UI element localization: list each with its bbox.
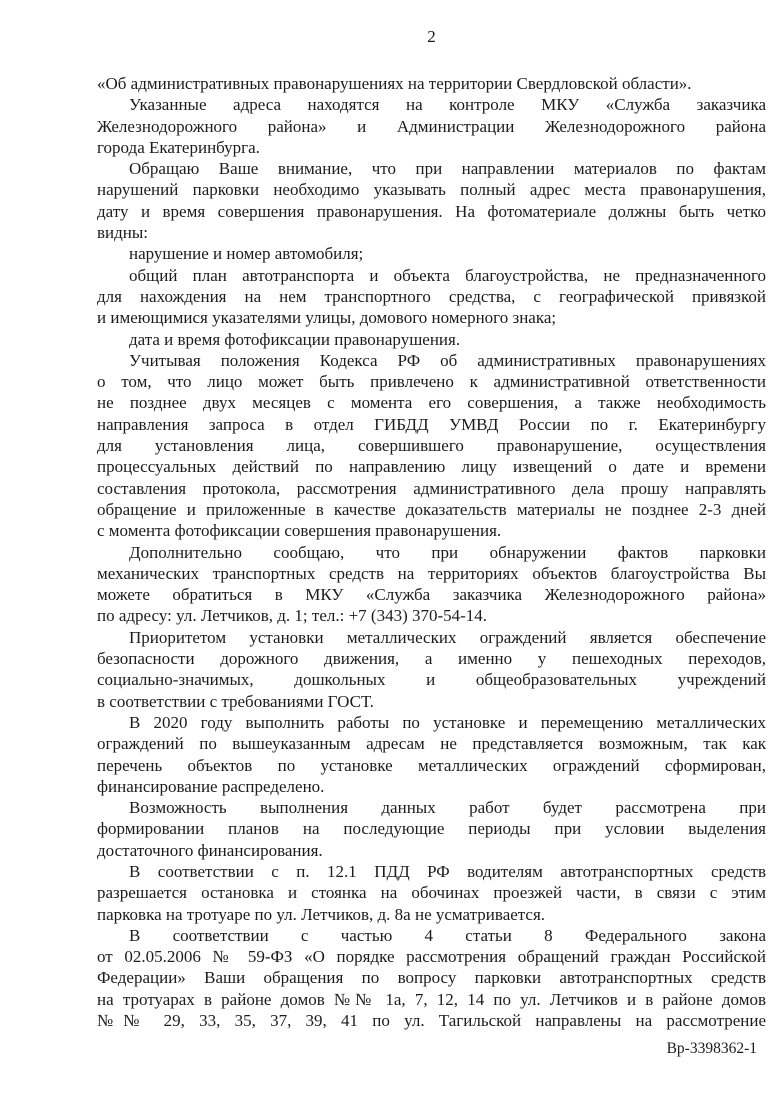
text-line: «Об административных правонарушениях на территории Свердловской области». <box>97 74 692 93</box>
registration-code: Вр-3398362-1 <box>666 1040 757 1057</box>
text-line: перечень объектов по установке металлических ограждений сформирован, <box>97 755 766 775</box>
text-line: города Екатеринбурга. <box>97 137 260 157</box>
text-line: видны: <box>97 223 149 243</box>
text-line: Приоритетом установки металлических ограждений является обеспечение <box>129 627 766 647</box>
text-line: достаточного финансирования. <box>97 840 323 860</box>
text-line: №№ 29, 33, 35, 37, 39, 41 по ул. Тагильской направлены на рассмотрение <box>97 1011 766 1031</box>
text-line: В 2020 году выполнить работы по установке и перемещению металлических <box>129 712 766 732</box>
text-line: Дополнительно сообщаю, что при обнаружении фактов парковки <box>129 542 766 562</box>
text-line: с момента фотофиксации совершения правонарушения. <box>97 521 502 541</box>
text-line: Указанные адреса находятся на контроле МКУ «Служба заказчика <box>129 95 766 115</box>
text-line: формировании планов на последующие периоды при условии выделения <box>97 819 766 839</box>
text-line: Возможность выполнения данных работ будет рассмотрена при <box>129 798 766 818</box>
text-line: дата и время фотофиксации правонарушения. <box>129 329 461 349</box>
text-line: безопасности дорожного движения, а именно у пешеходных переходов, <box>97 649 766 669</box>
text-line: В соответствии с частью 4 статьи 8 Федерального закона <box>129 925 766 945</box>
text-line: на тротуарах в районе домов №№ 1а, 7, 12, 14 по ул. Летчиков и в районе домов <box>97 989 766 1009</box>
text-line: Федерации» Ваши обращения по вопросу парковки автотранспортных средств <box>97 968 766 988</box>
text-line: финансирование распределено. <box>97 776 325 796</box>
text-line: по адресу: ул. Летчиков, д. 1; тел.: +7 (343) 370-54-14. <box>97 606 488 626</box>
text-line: обращение и приложенные в качестве доказательств материалы не позднее 2-3 дней <box>97 499 766 519</box>
text-line: и имеющимися указателями улицы, домового номерного знака; <box>97 308 557 328</box>
text-line: В соответствии с п. 12.1 ПДД РФ водителям автотранспортных средств <box>129 861 766 881</box>
page-number: 2 <box>427 27 436 46</box>
text-line: разрешается остановка и стоянка на обочинах проезжей части, в связи с этим <box>97 883 766 903</box>
text-line: Обращаю Ваше внимание, что при направлении материалов по фактам <box>129 159 766 179</box>
text-line: ограждений по вышеуказанным адресам не представляется возможным, так как <box>97 734 766 754</box>
text-line: парковка на тротуаре по ул. Летчиков, д. 8а не усматривается. <box>97 904 546 924</box>
text-line: о том, что лицо может быть привлечено к административной ответственности <box>97 372 766 392</box>
text-line: социально-значимых, дошкольных и общеобразовательных учреждений <box>97 670 766 690</box>
text-line: составления протокола, рассмотрения административного дела прошу направлять <box>97 478 766 498</box>
text-line: для установления лица, совершившего правонарушение, осуществления <box>97 436 766 456</box>
text-line: нарушение и номер автомобиля; <box>129 244 364 264</box>
text-line: для нахождения на нем транспортного средства, с географической привязкой <box>97 286 766 306</box>
text-line: в соответствии с требованиями ГОСТ. <box>97 691 374 711</box>
text-line: дату и время совершения правонарушения. На фотоматериале должны быть четко <box>97 201 766 221</box>
text-line: механических транспортных средств на территориях объектов благоустройства Вы <box>97 563 766 583</box>
text-line: Железнодорожного района» и Администрации Железнодорожного района <box>97 116 766 136</box>
text-line: общий план автотранспорта и объекта благоустройства, не предназначенного <box>129 265 766 285</box>
text-line: процессуальных действий по направлению лицу извещений о дате и времени <box>97 457 766 477</box>
text-line: можете обратиться в МКУ «Служба заказчика Железнодорожного района» <box>97 585 766 605</box>
letter-body <box>97 73 766 1031</box>
text-line: нарушений парковки необходимо указывать полный адрес места правонарушения, <box>97 180 766 200</box>
text-line: направления запроса в отдел ГИБДД УМВД России по г. Екатеринбургу <box>97 414 766 434</box>
text-line: Учитывая положения Кодекса РФ об административных правонарушениях <box>129 350 766 370</box>
text-line: не позднее двух месяцев с момента его совершения, а также необходимость <box>97 393 766 413</box>
text-line: от 02.05.2006 № 59-ФЗ «О порядке рассмотрения обращений граждан Российской <box>97 947 766 967</box>
